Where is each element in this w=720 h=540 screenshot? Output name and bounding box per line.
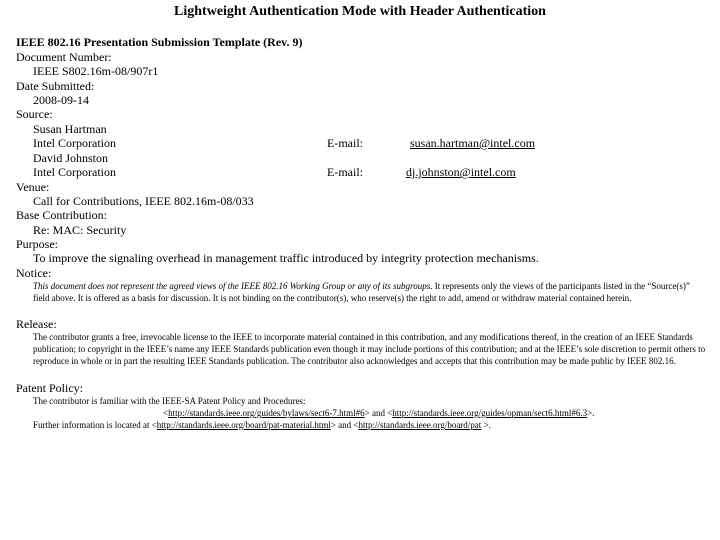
- patent-line-3: [33, 419, 491, 431]
- patent-text: >.: [587, 408, 595, 418]
- email-label: E-mail:: [327, 165, 363, 179]
- venue-label: Venue:: [16, 180, 50, 194]
- notice-label: Notice:: [16, 266, 52, 280]
- base-contribution-value: Re: MAC: Security: [33, 223, 127, 237]
- patent-text: > and <: [364, 408, 393, 418]
- date-label: Date Submitted:: [16, 79, 95, 93]
- document-number: IEEE S802.16m-08/907r1: [33, 64, 159, 78]
- date-value: 2008-09-14: [33, 93, 89, 107]
- venue-value: Call for Contributions, IEEE 802.16m-08/033: [33, 194, 254, 208]
- patent-bylaws-link[interactable]: http://standards.ieee.org/guides/bylaws/sect6-7.html#6: [168, 408, 365, 418]
- release-text: The contributor grants a free, irrevocable license to the IEEE to incorporate material contained in this contribution, and any modifications thereof, in the creation of an IEEE Standards publication; to copyright in the IEEE’s name any IEEE Standards publication even though it may include portions of this contribution; and at the IEEE’s sole discretion to permit others to reproduce in whole or in part the resulting IEEE Standards publication. The contributor also acknowledges and accepts that this contribution may be made public by IEEE 802.16.: [33, 332, 706, 366]
- release-label: Release:: [16, 317, 57, 331]
- page-title: Lightweight Authentication Mode with Header Authentication: [174, 4, 546, 19]
- author-email-link[interactable]: susan.hartman@intel.com: [410, 136, 536, 150]
- patent-policy-label: Patent Policy:: [16, 381, 83, 395]
- patent-line-1: The contributor is familiar with the IEEE-SA Patent Policy and Procedures:: [33, 396, 306, 406]
- purpose-value: To improve the signaling overhead in management traffic introduced by integrity protection mechanisms.: [33, 251, 539, 265]
- notice-italic: This document does not represent the agreed views of the IEEE 802.16 Working Group or any of its subgroups: [33, 281, 431, 291]
- author-org: Intel Corporation: [33, 136, 116, 150]
- source-label: Source:: [16, 107, 53, 121]
- base-contribution-label: Base Contribution:: [16, 208, 107, 222]
- document-number-label: Document Number:: [16, 50, 112, 64]
- patent-text: > and <: [330, 420, 359, 430]
- notice-rest: . It represents only the views of the participants listed in the “Source(s)” field above. It is offered as a basis for discussion. It is not binding on the contributor(s), who reserve(s) the right to add, amend or withdraw material contained herein.: [33, 281, 690, 303]
- author-email-link[interactable]: dj.johnston@intel.com: [406, 165, 516, 179]
- patent-text: >.: [481, 420, 491, 430]
- template-heading: IEEE 802.16 Presentation Submission Template (Rev. 9): [16, 35, 303, 49]
- author-name: Susan Hartman: [33, 122, 107, 136]
- patent-material-link[interactable]: http://standards.ieee.org/board/pat-material.html: [156, 420, 331, 430]
- patent-text: <: [163, 408, 169, 418]
- email-label: E-mail:: [327, 136, 363, 150]
- patent-opman-link[interactable]: http://standards.ieee.org/guides/opman/sect6.html#6.3: [392, 408, 588, 418]
- author-name: David Johnston: [33, 151, 108, 165]
- notice-text: [33, 280, 705, 304]
- patent-line-2: [163, 407, 594, 419]
- patent-board-link[interactable]: http://standards.ieee.org/board/pat: [358, 420, 482, 430]
- patent-text: Further information is located at <: [33, 420, 157, 430]
- author-org: Intel Corporation: [33, 165, 116, 179]
- purpose-label: Purpose:: [16, 237, 58, 251]
